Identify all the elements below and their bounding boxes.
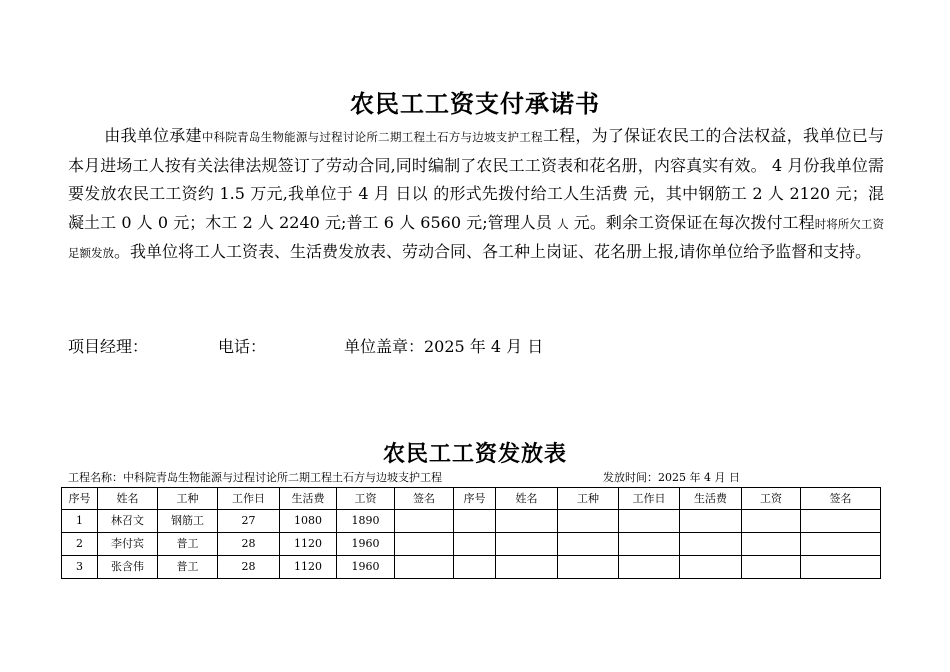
table-cell	[395, 533, 454, 556]
table-cell: 普工	[158, 556, 218, 579]
table-cell	[680, 510, 742, 533]
table-cell	[619, 510, 680, 533]
table-cell	[395, 510, 454, 533]
header-cell: 生活费	[280, 488, 337, 510]
table-cell: 1120	[280, 556, 337, 579]
table-cell: 林召文	[98, 510, 158, 533]
table-cell	[619, 533, 680, 556]
table-cell	[619, 556, 680, 579]
table-cell: 1080	[280, 510, 337, 533]
header-cell: 序号	[62, 488, 98, 510]
header-cell: 工种	[158, 488, 218, 510]
header-cell: 工作日	[619, 488, 680, 510]
header-cell: 工资	[742, 488, 801, 510]
phone-label: 电话：	[218, 337, 267, 356]
table-cell	[454, 510, 496, 533]
unit-person-inline: 人	[557, 216, 569, 231]
table-cell	[496, 556, 558, 579]
para-text-2: 工程，为了保证农民工的合法权益，我单位已与本月进场工人按有关法律法规签订了劳动合同,同时编制了农民工工资表和花名册，内容真实有效。 4 月份我单位需要发放农民工工资约 1.5 万元,我单位于 4 月 日以 的形式先拨付给工人生活费 元，其中钢筋工 2 人 2120 元；混凝土工 0 人 0 元；木工 2 人 2240 元;普工 6 人 6560 元;管理人员	[68, 126, 884, 232]
table-cell: 1	[62, 510, 98, 533]
table-cell: 27	[218, 510, 280, 533]
table-cell	[801, 533, 881, 556]
guarantee-inline: 时将所欠工资足额发放	[68, 216, 884, 260]
table-cell	[680, 556, 742, 579]
table-row	[62, 556, 881, 579]
table-cell: 3	[62, 556, 98, 579]
commitment-paragraph	[68, 122, 884, 268]
table-cell: 1120	[280, 533, 337, 556]
project-name-label: 工程名称：中科院青岛生物能源与过程讨论所二期工程土石方与边坡支护工程	[68, 471, 442, 484]
wage-table-meta	[68, 471, 884, 485]
para-text-3: 元。剩余工资保证在每次拨付工程	[568, 212, 815, 232]
table-cell	[395, 556, 454, 579]
table-cell	[496, 510, 558, 533]
project-name-inline: 中科院青岛生物能源与过程讨论所二期工程土石方与边坡支护工程	[201, 130, 543, 144]
letter-title: 农民工工资支付承诺书	[350, 90, 600, 118]
table-cell: 张含伟	[98, 556, 158, 579]
project-manager-label: 项目经理：	[68, 337, 149, 356]
payment-date-label: 发放时间：2025 年 4 月 日	[603, 471, 740, 484]
table-header-row	[62, 488, 881, 510]
header-cell: 姓名	[98, 488, 158, 510]
header-cell: 工作日	[218, 488, 280, 510]
table-cell	[801, 556, 881, 579]
table-cell: 1960	[337, 533, 395, 556]
table-cell: 1890	[337, 510, 395, 533]
unit-seal-label: 单位盖章：2025 年 4 月 日	[344, 337, 544, 356]
table-cell: 普工	[158, 533, 218, 556]
table-cell	[558, 556, 619, 579]
table-row	[62, 510, 881, 533]
wage-table	[61, 487, 881, 579]
table-cell	[558, 533, 619, 556]
header-cell: 签名	[801, 488, 881, 510]
header-cell: 签名	[395, 488, 454, 510]
para-text-4: 。我单位将工人工资表、生活费发放表、劳动合同、各工种上岗证、花名册上报,请你单位给予监督和支持。	[114, 242, 872, 261]
table-cell	[742, 556, 801, 579]
table-cell: 2	[62, 533, 98, 556]
header-cell: 生活费	[680, 488, 742, 510]
header-cell: 序号	[454, 488, 496, 510]
header-cell: 工种	[558, 488, 619, 510]
wage-table-title: 农民工工资发放表	[382, 442, 567, 467]
table-cell: 李付宾	[98, 533, 158, 556]
header-cell: 姓名	[496, 488, 558, 510]
signature-line	[68, 335, 884, 359]
table-cell	[742, 510, 801, 533]
table-cell: 28	[218, 556, 280, 579]
header-cell: 工资	[337, 488, 395, 510]
table-cell: 钢筋工	[158, 510, 218, 533]
table-cell	[742, 533, 801, 556]
table-row	[62, 533, 881, 556]
table-cell	[680, 533, 742, 556]
table-cell	[496, 533, 558, 556]
table-cell	[454, 533, 496, 556]
table-cell	[801, 510, 881, 533]
table-cell: 28	[218, 533, 280, 556]
table-cell	[454, 556, 496, 579]
table-cell: 1960	[337, 556, 395, 579]
para-text-1: 由我单位承建	[104, 126, 202, 145]
table-cell	[558, 510, 619, 533]
